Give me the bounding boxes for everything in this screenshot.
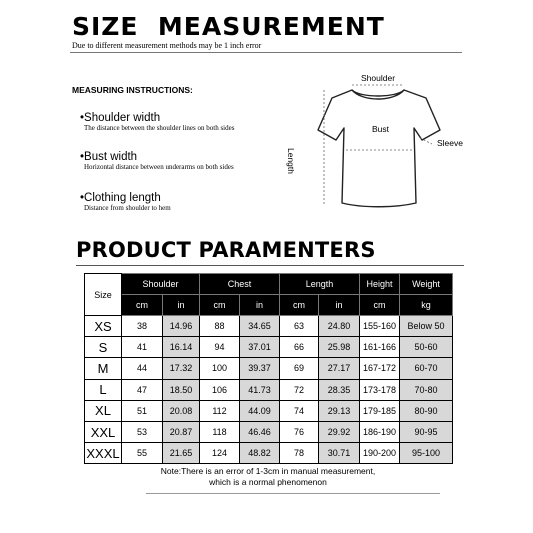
table-cell: 51 — [122, 400, 163, 421]
table-cell: 173-178 — [360, 379, 400, 400]
table-cell: 20.08 — [163, 400, 200, 421]
size-cell: XL — [85, 400, 122, 421]
table-cell: 24.80 — [319, 316, 360, 337]
unit-cell: cm — [122, 295, 163, 316]
instruction-title: •Clothing length — [80, 192, 161, 204]
size-cell: XXXL — [85, 443, 122, 464]
length-label: Length — [286, 148, 296, 174]
table-cell: 53 — [122, 421, 163, 442]
table-cell: 34.65 — [240, 316, 280, 337]
table-cell: 186-190 — [360, 421, 400, 442]
height-header: Height — [360, 274, 400, 295]
instruction-desc: The distance between the shoulder lines on both sides — [84, 124, 235, 132]
table-cell: 167-172 — [360, 358, 400, 379]
unit-cell: cm — [200, 295, 240, 316]
divider — [76, 265, 464, 266]
table-cell: 18.50 — [163, 379, 200, 400]
table-cell: 20.87 — [163, 421, 200, 442]
chest-header: Chest — [200, 274, 280, 295]
table-cell: 112 — [200, 400, 240, 421]
size-cell: XXL — [85, 421, 122, 442]
header-row — [85, 274, 453, 295]
table-cell: 55 — [122, 443, 163, 464]
table-cell: 72 — [280, 379, 319, 400]
note-line: which is a normal phenomenon — [209, 477, 327, 487]
table-cell: 46.46 — [240, 421, 280, 442]
measurement-note — [84, 466, 452, 488]
table-row — [85, 400, 453, 421]
table-cell: 106 — [200, 379, 240, 400]
table-cell: 74 — [280, 400, 319, 421]
unit-cell: cm — [280, 295, 319, 316]
table-cell: 30.71 — [319, 443, 360, 464]
table-cell: 29.13 — [319, 400, 360, 421]
table-cell: 90-95 — [400, 421, 453, 442]
table-cell: 76 — [280, 421, 319, 442]
instruction-desc: Distance from shoulder to hem — [84, 204, 171, 212]
bust-label: Bust — [372, 124, 390, 134]
instructions-heading: MEASURING INSTRUCTIONS: — [72, 85, 193, 95]
table-cell: 60-70 — [400, 358, 453, 379]
unit-cell: cm — [360, 295, 400, 316]
table-cell: 44.09 — [240, 400, 280, 421]
table-cell: 190-200 — [360, 443, 400, 464]
table-cell: 44 — [122, 358, 163, 379]
error-disclaimer: Due to different measurement methods may be 1 inch error — [72, 41, 262, 50]
weight-header: Weight — [400, 274, 453, 295]
table-cell: 47 — [122, 379, 163, 400]
table-cell: 95-100 — [400, 443, 453, 464]
table-cell: 161-166 — [360, 337, 400, 358]
table-cell: 21.65 — [163, 443, 200, 464]
table-cell: 179-185 — [360, 400, 400, 421]
table-cell: 70-80 — [400, 379, 453, 400]
unit-cell: in — [163, 295, 200, 316]
table-cell: 69 — [280, 358, 319, 379]
size-chart-table — [84, 273, 453, 464]
table-cell: Below 50 — [400, 316, 453, 337]
table-cell: 17.32 — [163, 358, 200, 379]
page-title: SIZE MEASUREMENT — [72, 12, 385, 41]
tshirt-outline — [318, 90, 440, 207]
table-cell: 155-160 — [360, 316, 400, 337]
table-cell: 14.96 — [163, 316, 200, 337]
unit-row — [85, 295, 453, 316]
instruction-bust — [80, 151, 234, 171]
note-line: Note:There is an error of 1-3cm in manual measurement, — [160, 466, 376, 476]
table-cell: 28.35 — [319, 379, 360, 400]
size-cell: S — [85, 337, 122, 358]
size-header: Size — [85, 274, 122, 316]
length-header: Length — [280, 274, 360, 295]
size-cell: XS — [85, 316, 122, 337]
table-cell: 25.98 — [319, 337, 360, 358]
unit-cell: kg — [400, 295, 453, 316]
size-cell: L — [85, 379, 122, 400]
table-cell: 88 — [200, 316, 240, 337]
table-cell: 37.01 — [240, 337, 280, 358]
table-cell: 80-90 — [400, 400, 453, 421]
unit-cell: in — [319, 295, 360, 316]
table-cell: 94 — [200, 337, 240, 358]
table-cell: 63 — [280, 316, 319, 337]
table-cell: 66 — [280, 337, 319, 358]
table-row — [85, 443, 453, 464]
divider — [146, 493, 440, 494]
shoulder-header: Shoulder — [122, 274, 200, 295]
table-cell: 124 — [200, 443, 240, 464]
table-cell: 50-60 — [400, 337, 453, 358]
table-cell: 41 — [122, 337, 163, 358]
table-row — [85, 337, 453, 358]
instruction-shoulder — [80, 112, 234, 132]
table-row — [85, 379, 453, 400]
table-row — [85, 358, 453, 379]
table-cell: 118 — [200, 421, 240, 442]
table-row — [85, 421, 453, 442]
instruction-desc: Horizontal distance between underarms on both sides — [84, 163, 234, 171]
table-cell: 41.73 — [240, 379, 280, 400]
table-cell: 29.92 — [319, 421, 360, 442]
divider — [70, 52, 462, 53]
size-cell: M — [85, 358, 122, 379]
sleeve-label: Sleeve — [437, 138, 463, 148]
table-cell: 16.14 — [163, 337, 200, 358]
table-cell: 39.37 — [240, 358, 280, 379]
table-cell: 78 — [280, 443, 319, 464]
instruction-title: •Bust width — [80, 151, 138, 163]
table-cell: 27.17 — [319, 358, 360, 379]
table-cell: 38 — [122, 316, 163, 337]
shoulder-label: Shoulder — [361, 73, 396, 83]
table-row — [85, 316, 453, 337]
unit-cell: in — [240, 295, 280, 316]
table-cell: 100 — [200, 358, 240, 379]
product-parameters-title: PRODUCT PARAMENTERS — [76, 238, 376, 262]
instruction-length — [80, 192, 171, 212]
table-cell: 48.82 — [240, 443, 280, 464]
instruction-title: •Shoulder width — [80, 112, 161, 124]
